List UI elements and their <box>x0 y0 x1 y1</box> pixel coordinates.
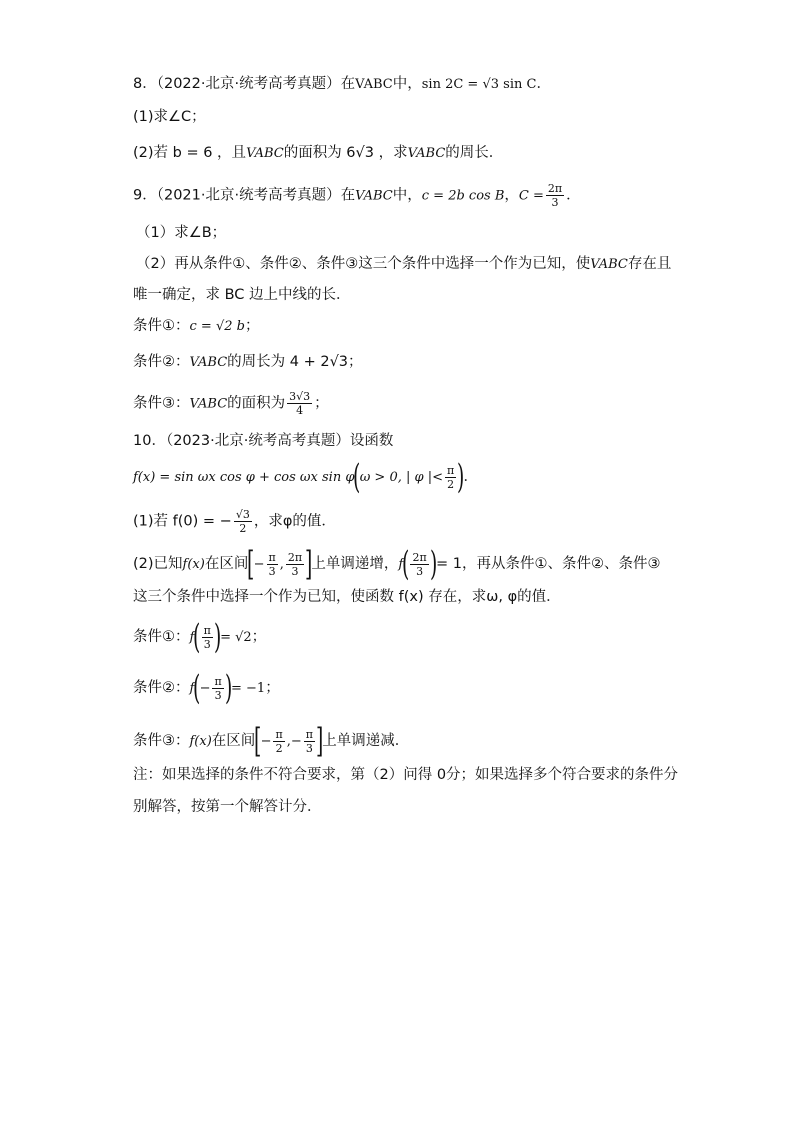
q10-stem: 10．（2023·北京·统考高考真题）设函数 <box>133 433 394 449</box>
q9-part2-line1: （2）再从条件①、条件②、条件③这三个条件中选择一个作为已知，使VABC存在且 <box>136 256 672 272</box>
q10-condition-2: 条件②：f(− $\frac{\pi}{3}$ )= −1； <box>133 668 280 708</box>
q8-part1: (1)求∠C； <box>133 109 206 125</box>
q9-condition-3: 条件③：VABC的面积为 $\frac{3√3}{4}$ ； <box>133 390 329 417</box>
q8-part2: (2)若 b = 6 ，且VABC的面积为 6√3 ，求VABC的周长． <box>133 145 504 161</box>
note-line2: 别解答，按第一个解答计分． <box>133 799 322 815</box>
q10-condition-1: 条件①：f( $\frac{\pi}{3}$ )= √2； <box>133 617 267 657</box>
q9-condition-1: 条件①：c = √2 b； <box>133 318 260 334</box>
q10-fvalue-arg: $\frac{2\pi}{3}$ <box>412 550 427 578</box>
q10-part1-fraction: $\frac{√3}{2}$ <box>235 508 250 535</box>
q9-part2-line2: 唯一确定，求 BC 边上中线的长． <box>133 287 351 303</box>
q9-stem: 9．（2021·北京·统考高考真题）在VABC中，c = 2b cos B，C = $\frac{2\pi}{3}$ ． <box>133 182 581 209</box>
q10-c3-interval-start: $\frac{\pi}{2}$ <box>275 727 283 755</box>
q10-interval-end: $\frac{2\pi}{3}$ <box>287 550 303 578</box>
q9-condition-2: 条件②：VABC的周长为 4 + 2√3； <box>133 354 363 370</box>
q10-interval-start: $\frac{\pi}{3}$ <box>268 550 276 578</box>
q10-part2-line2: 这三个条件中选择一个作为已知，使函数 f(x) 存在，求ω, φ的值． <box>133 589 561 605</box>
q10-c3-interval-end: $\frac{\pi}{3}$ <box>305 727 313 755</box>
q9-c-fraction: $\frac{2\pi}{3}$ <box>547 182 563 209</box>
q10-part1: (1)若 f(0) = − $\frac{√3}{2}$ ，求φ的值． <box>133 508 336 535</box>
q8-stem: 8．（2022·北京·统考高考真题）在VABC中，sin 2C = √3 sin C． <box>133 76 551 92</box>
q10-pi-over-2: $\frac{\pi}{2}$ <box>447 463 455 491</box>
q10-condition-3: 条件③：f(x)在区间[− $\frac{\pi}{2}$ ,− $\frac{\pi}{3}$ ]上单调递减． <box>133 721 410 761</box>
q10-function-definition: f(x) = sin ωx cos φ + cos ωx sin φ(ω > 0, | φ |< $\frac{\pi}{2}$ )． <box>133 457 479 497</box>
q10-c2-arg: $\frac{\pi}{3}$ <box>214 674 222 702</box>
note-line1: 注：如果选择的条件不符合要求，第（2）问得 0分；如果选择多个符合要求的条件分 <box>133 767 679 783</box>
q10-part2-line1: (2)已知f(x)在区间[− $\frac{\pi}{3}$ , $\frac{2\pi}{3}$ ]上单调递增，f( $\frac{2\pi}{3}$ )= 1，再从条件①、条件②、条件③ <box>133 544 661 584</box>
q9-part1: （1）求∠B； <box>136 225 227 241</box>
q9-area-fraction: $\frac{3√3}{4}$ <box>289 390 311 417</box>
q10-c1-arg: $\frac{\pi}{3}$ <box>203 623 211 651</box>
